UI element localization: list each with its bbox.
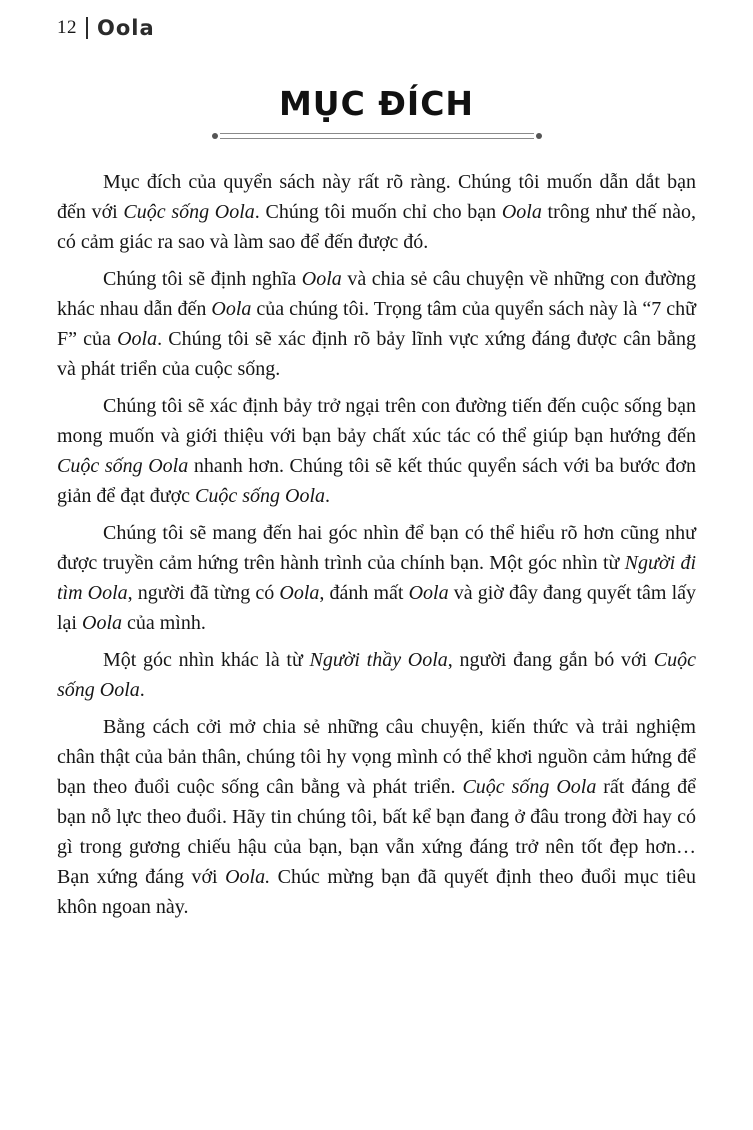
text-run: Cuộc sống Oola xyxy=(195,485,326,507)
text-run: . xyxy=(139,679,145,701)
text-run: Cuộc sống Oola xyxy=(462,776,597,798)
text-run: của mình. xyxy=(122,612,206,634)
divider-lines xyxy=(220,133,534,139)
title-divider xyxy=(212,133,542,139)
text-run: Bằng cách cởi mở chia sẻ những câu chuyện, kiến thức và trải nghiệm chân thật của bản thân, chúng tôi hy vọng mình có thể khơi nguồn cảm hứng để bạn theo đuổi cuộc sống cân bằng và phát triển. xyxy=(57,716,696,798)
text-run: Một góc nhìn khác là từ xyxy=(103,649,310,671)
text-run: . xyxy=(325,485,331,507)
divider-right-dot xyxy=(536,133,542,139)
text-run: Chúng tôi sẽ mang đến hai góc nhìn để bạn có thể hiểu rõ hơn cũng như được truyền cảm hứng trên hành trình của chính bạn. Một góc nhìn từ xyxy=(57,522,696,574)
text-run: và giờ đây đang quyết tâm lấy lại xyxy=(57,582,697,634)
text-run: . Chúng tôi sẽ xác định rõ bảy lĩnh vực xứng đáng được cân bằng và phát triển của cuộc sống. xyxy=(57,328,696,380)
body-text xyxy=(57,167,696,922)
text-run: , người đang gắn bó với xyxy=(447,649,654,671)
text-run: , đánh mất xyxy=(319,582,409,604)
text-run: Cuộc sống Oola xyxy=(57,455,189,477)
text-run: Chúng tôi sẽ xác định bảy trở ngại trên con đường tiến đến cuộc sống bạn mong muốn và giới thiệu với bạn bảy chất xúc tác có thể giúp bạn hướng đến xyxy=(57,395,696,447)
text-run: Cuộc sống Oola xyxy=(123,201,255,223)
text-run: Oola xyxy=(211,298,252,320)
text-run: trông như thế nào, có cảm giác ra sao và làm sao để đến được đó. xyxy=(57,201,697,253)
text-run: của chúng tôi. Trọng tâm của quyển sách này là “7 chữ F” của xyxy=(57,298,697,350)
text-run: . Chúng tôi muốn chỉ cho bạn xyxy=(254,201,502,223)
paragraph-3 xyxy=(57,391,696,511)
paragraph-6 xyxy=(57,712,696,922)
brand-logo: Oola xyxy=(97,16,155,40)
text-run: Oola xyxy=(408,582,449,604)
paragraph-2 xyxy=(57,264,696,384)
text-run: Oola. xyxy=(225,866,271,888)
text-run: nhanh hơn. Chúng tôi sẽ kết thúc quyển sách với ba bước đơn giản để đạt được xyxy=(57,455,697,507)
header-divider xyxy=(86,17,88,39)
paragraph-1 xyxy=(57,167,696,257)
divider-left-dot xyxy=(212,133,218,139)
text-run: , người đã từng có xyxy=(127,582,280,604)
paragraph-4 xyxy=(57,518,696,638)
text-run: Mục đích của quyển sách này rất rõ ràng. Chúng tôi muốn dẫn dắt bạn đến với xyxy=(57,171,696,223)
paragraph-5 xyxy=(57,645,696,705)
text-run: Người đi tìm Oola xyxy=(57,552,697,604)
page-header xyxy=(57,14,696,42)
text-run: Cuộc sống Oola xyxy=(57,649,697,701)
text-run: Chúng tôi sẽ định nghĩa xyxy=(103,268,302,290)
page-number: 12 xyxy=(57,17,77,38)
text-run: Oola xyxy=(301,268,342,290)
text-run: Oola xyxy=(279,582,320,604)
text-run: rất đáng để bạn nỗ lực theo đuổi. Hãy tin chúng tôi, bất kể bạn đang ở đâu trong đời hay có gì trong gương chiếu hậu của bạn, bạn vẫn xứng đáng trở nên tốt đẹp hơn… Bạn xứng đáng với xyxy=(57,776,697,888)
text-run: Người thầy Oola xyxy=(309,649,448,671)
text-run: và chia sẻ câu chuyện về những con đường khác nhau dẫn đến xyxy=(57,268,696,320)
text-run: Oola xyxy=(117,328,158,350)
text-run: Oola xyxy=(82,612,122,634)
chapter-title: MỤC ĐÍCH xyxy=(278,84,475,123)
text-run: Oola xyxy=(501,201,542,223)
text-run: Chúc mừng bạn đã quyết định theo đuổi mục tiêu khôn ngoan này. xyxy=(57,866,696,918)
